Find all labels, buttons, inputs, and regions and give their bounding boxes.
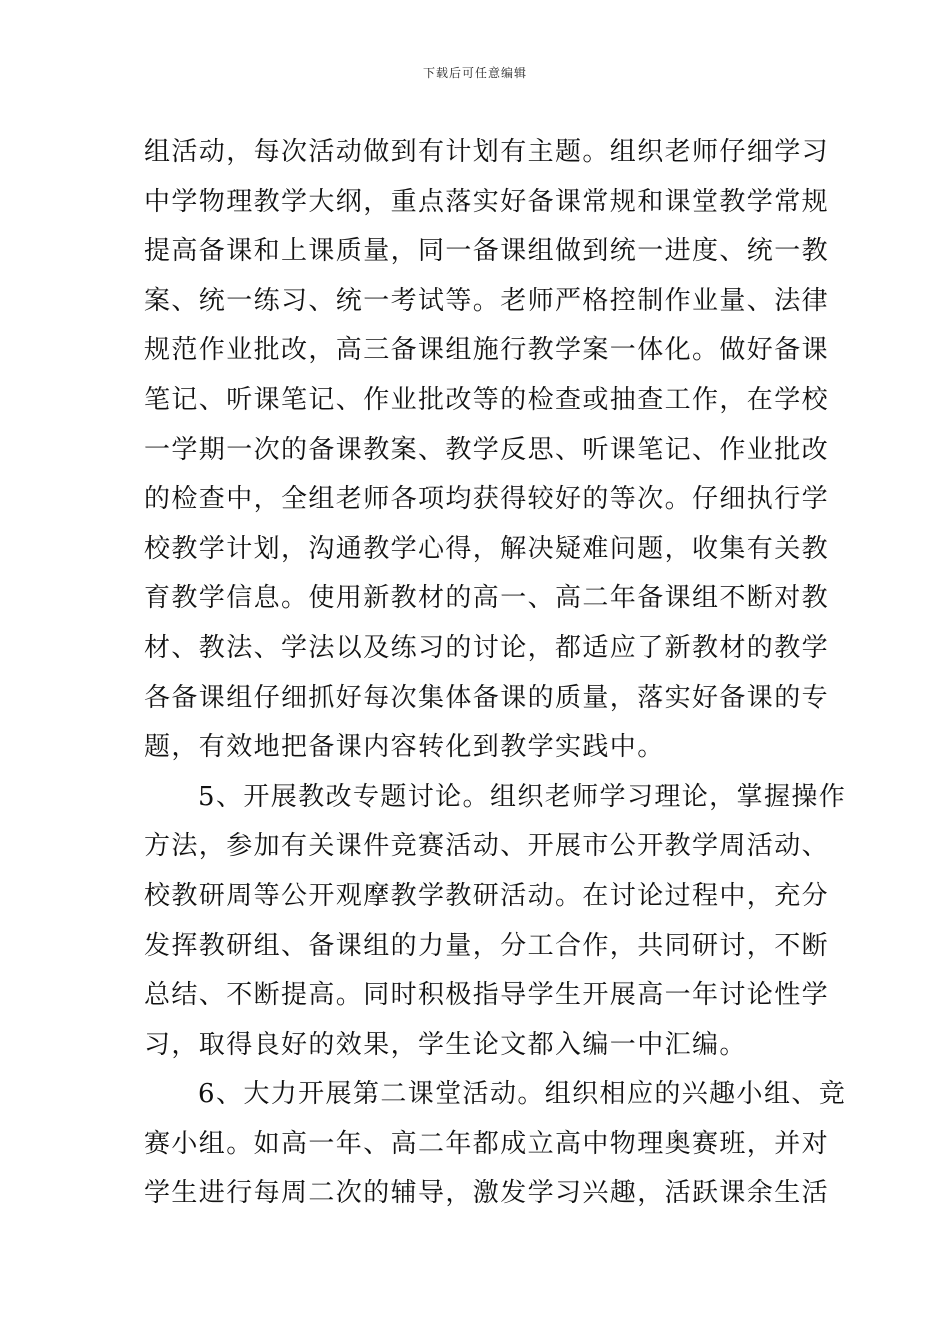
text-line: 方法，参加有关课件竞赛活动、开展市公开教学周活动、 bbox=[144, 831, 830, 862]
text-line: 5、开展教改专题讨论。组织老师学习理论，掌握操作 bbox=[198, 781, 847, 812]
text-line: 组活动，每次活动做到有计划有主题。组织老师仔细学习 bbox=[144, 137, 830, 167]
text-line: 育教学信息。使用新教材的高一、高二年备课组不断对教 bbox=[144, 583, 830, 614]
page-header-note: 下载后可任意编辑 bbox=[422, 66, 527, 80]
paragraph bbox=[144, 128, 830, 773]
text-line: 的检查中，全组老师各项均获得较好的等次。仔细执行学 bbox=[144, 484, 830, 515]
text-line: 赛小组。如高一年、高二年都成立高中物理奥赛班，并对 bbox=[144, 1128, 830, 1159]
text-line: 学生进行每周二次的辅导，激发学习兴趣，活跃课余生活 bbox=[144, 1178, 830, 1209]
text-line: 6、大力开展第二课堂活动。组织相应的兴趣小组、竞 bbox=[198, 1079, 847, 1110]
paragraph bbox=[144, 773, 847, 1071]
text-line: 规范作业批改，高三备课组施行教学案一体化。做好备课 bbox=[144, 335, 830, 366]
text-line: 一学期一次的备课教案、教学反思、听课笔记、作业批改 bbox=[144, 434, 830, 465]
text-line: 校教学计划，沟通教学心得，解决疑难问题，收集有关教 bbox=[144, 533, 830, 564]
text-line: 题，有效地把备课内容转化到教学实践中。 bbox=[144, 732, 665, 763]
text-line: 各备课组仔细抓好每次集体备课的质量，落实好备课的专 bbox=[144, 682, 830, 713]
text-line: 校教研周等公开观摩教学教研活动。在讨论过程中，充分 bbox=[144, 880, 830, 911]
paragraph bbox=[144, 1070, 847, 1219]
text-line: 中学物理教学大纲，重点落实好备课常规和课堂教学常规 bbox=[144, 186, 830, 217]
text-line: 材、教法、学法以及练习的讨论，都适应了新教材的教学 bbox=[144, 632, 830, 663]
text-line: 案、统一练习、统一考试等。老师严格控制作业量、法律 bbox=[144, 285, 830, 316]
text-line: 发挥教研组、备课组的力量，分工合作，共同研讨，不断 bbox=[144, 930, 830, 961]
text-line: 提高备课和上课质量，同一备课组做到统一进度、统一教 bbox=[144, 236, 830, 267]
text-line: 总结、不断提高。同时积极指导学生开展高一年讨论性学 bbox=[144, 980, 830, 1011]
document-body bbox=[144, 128, 847, 1219]
text-line: 习，取得良好的效果，学生论文都入编一中汇编。 bbox=[144, 1029, 747, 1060]
text-line: 笔记、听课笔记、作业批改等的检查或抽查工作，在学校 bbox=[144, 384, 830, 415]
